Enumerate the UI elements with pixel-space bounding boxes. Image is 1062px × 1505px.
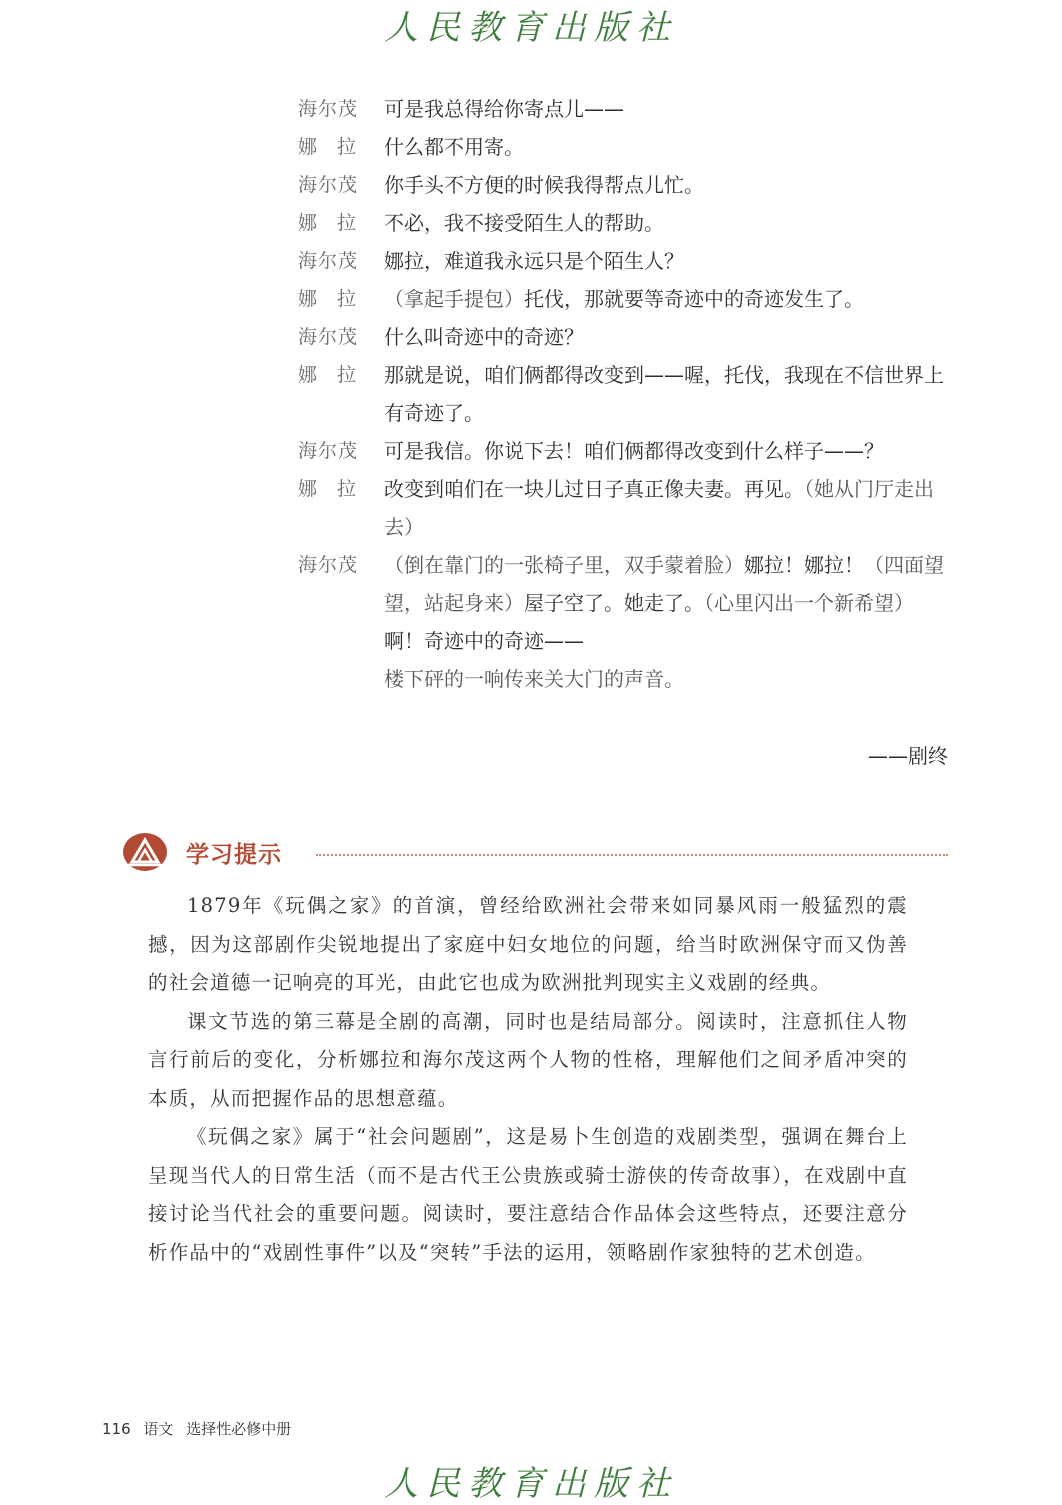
dialogue-line bbox=[298, 204, 948, 242]
dialogue-line bbox=[298, 356, 948, 432]
speech-segment: 娜拉，难道我永远只是个陌生人？ bbox=[384, 249, 684, 273]
tips-body bbox=[148, 887, 908, 1272]
speech-segment: 娜拉！娜拉！ bbox=[744, 553, 864, 577]
tips-paragraph: 课文节选的第三幕是全剧的高潮，同时也是结局部分。阅读时，注意抓住人物言行前后的变化，分析娜拉和海尔茂这两个人物的性格，理解他们之间矛盾冲突的本质，从而把握作品的思想意蕴。 bbox=[148, 1009, 908, 1110]
closing-stage-direction: 楼下砰的一响传来关大门的声音。 bbox=[384, 667, 684, 691]
speaker-name: 海尔茂 bbox=[298, 326, 359, 348]
footer-volume: 选择性必修中册 bbox=[186, 1420, 292, 1438]
speaker-name: 娜拉 bbox=[298, 288, 377, 310]
stage-direction: （拿起手提包） bbox=[384, 287, 524, 311]
tips-paragraph: 1879年《玩偶之家》的首演，曾经给欧洲社会带来如同暴风雨一般猛烈的震撼，因为这部剧作尖锐地提出了家庭中妇女地位的问题，给当时欧洲保守而又伪善的社会道德一记响亮的耳光，由此它也成为欧洲批判现实主义戏剧的经典。 bbox=[148, 894, 908, 994]
speech-segment: 不必，我不接受陌生人的帮助。 bbox=[384, 211, 664, 235]
tips-title: 学习提示 bbox=[186, 842, 282, 868]
dialogue-line bbox=[298, 318, 948, 356]
speech-segment: 托伐，那就要等奇迹中的奇迹发生了。 bbox=[524, 287, 864, 311]
stage-direction: （心里闪出一个新希望） bbox=[704, 591, 914, 615]
tips-icon bbox=[122, 832, 168, 872]
speech-segment: 改变到咱们在一块儿过日子真正像夫妻。再见。 bbox=[384, 477, 804, 501]
dialogue-line bbox=[298, 90, 948, 128]
dialogue-line bbox=[298, 166, 948, 204]
speech-segment: 那就是说，咱们俩都得改变到——喔，托伐，我现在不信世界上有奇迹了。 bbox=[384, 363, 944, 425]
speaker-name: 娜拉 bbox=[298, 364, 377, 386]
footer-subject: 语文 bbox=[143, 1420, 174, 1438]
publisher-watermark-top: 人民教育出版社 bbox=[384, 8, 678, 48]
speech-text bbox=[384, 318, 948, 356]
end-mark: ——剧终 bbox=[868, 744, 948, 768]
speech-text bbox=[384, 546, 948, 660]
publisher-watermark-bottom: 人民教育出版社 bbox=[384, 1464, 678, 1504]
speaker-name: 海尔茂 bbox=[298, 174, 359, 196]
speech-text bbox=[384, 90, 948, 128]
dialogue-line bbox=[298, 470, 948, 546]
tips-paragraph: 《玩偶之家》属于“社会问题剧”，这是易卜生创造的戏剧类型，强调在舞台上呈现当代人的日常生活（而不是古代王公贵族或骑士游侠的传奇故事），在戏剧中直接讨论当代社会的重要问题。阅读时，要注意结合作品体会这些特点，还要注意分析作品中的“戏剧性事件”以及“突转”手法的运用，领略剧作家独特的艺术创造。 bbox=[148, 1125, 908, 1264]
speaker-name: 海尔茂 bbox=[298, 440, 359, 462]
dialogue-line bbox=[298, 242, 948, 280]
dialogue-line bbox=[298, 280, 948, 318]
speech-text bbox=[384, 432, 948, 470]
speech-text bbox=[384, 470, 948, 546]
speaker-name: 海尔茂 bbox=[298, 250, 359, 272]
stage-direction: （倒在靠门的一张椅子里，双手蒙着脸） bbox=[384, 553, 744, 577]
dialogue-line bbox=[298, 432, 948, 470]
speech-text bbox=[384, 204, 948, 242]
speech-segment: 啊！奇迹中的奇迹—— bbox=[384, 629, 584, 653]
speech-text bbox=[384, 356, 948, 432]
speaker-name: 娜拉 bbox=[298, 136, 377, 158]
speech-segment: 可是我总得给你寄点儿—— bbox=[384, 97, 624, 121]
speech-segment: 什么叫奇迹中的奇迹？ bbox=[384, 325, 584, 349]
speech-text bbox=[384, 242, 948, 280]
stage-direction: （四面望望，站起身来） bbox=[384, 553, 944, 615]
speaker-name: 海尔茂 bbox=[298, 554, 359, 576]
speech-segment: 屋子空了。她走了。 bbox=[524, 591, 704, 615]
page-footer bbox=[102, 1418, 299, 1439]
stage-direction: （她从门厅走出去） bbox=[384, 477, 934, 539]
speech-segment: 你手头不方便的时候我得帮点儿忙。 bbox=[384, 173, 704, 197]
speech-text bbox=[384, 280, 948, 318]
speaker-name: 娜拉 bbox=[298, 212, 377, 234]
page-number: 116 bbox=[102, 1420, 131, 1438]
speech-segment: 什么都不用寄。 bbox=[384, 135, 524, 159]
speaker-name: 海尔茂 bbox=[298, 98, 359, 120]
tips-header bbox=[122, 828, 952, 876]
dialogue-line bbox=[298, 546, 948, 660]
speech-text bbox=[384, 128, 948, 166]
tips-divider bbox=[316, 854, 948, 856]
speech-text bbox=[384, 166, 948, 204]
speech-segment: 可是我信。你说下去！咱们俩都得改变到什么样子——？ bbox=[384, 439, 884, 463]
dialogue-block bbox=[298, 90, 948, 698]
speaker-name: 娜拉 bbox=[298, 478, 377, 500]
dialogue-line bbox=[298, 128, 948, 166]
